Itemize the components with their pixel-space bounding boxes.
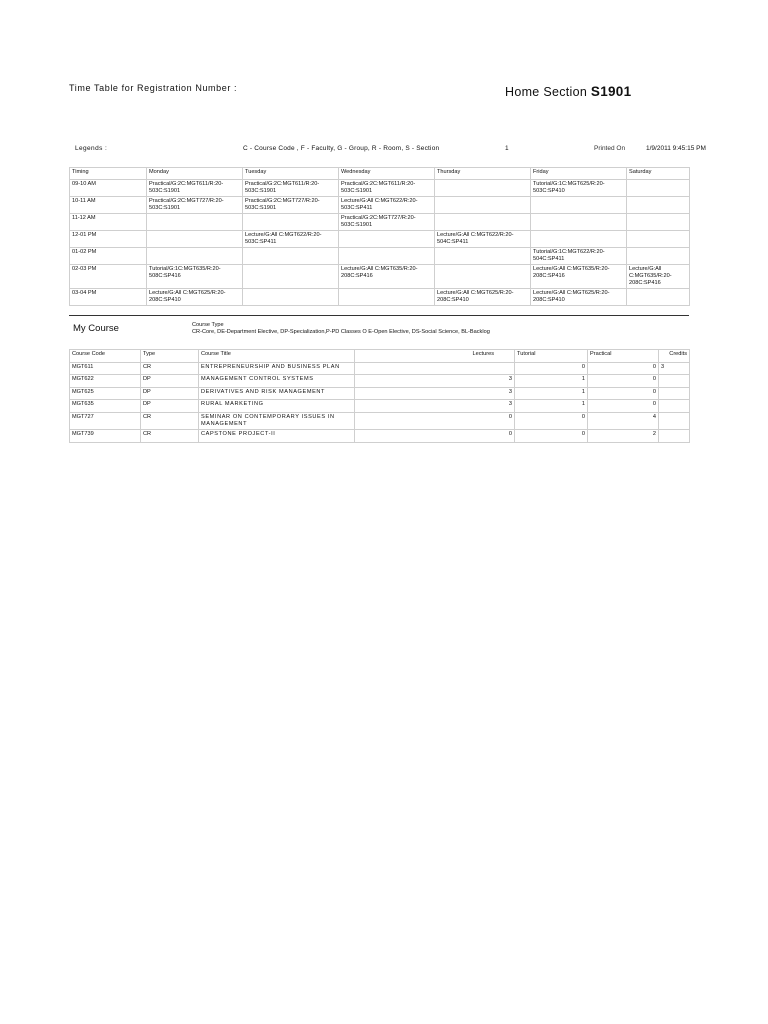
timetable-header: Monday: [147, 168, 243, 180]
timetable-cell: [147, 214, 243, 231]
timetable-header-row: [70, 168, 690, 180]
course-type-label: Course Type: [192, 322, 224, 328]
home-section-value: S1901: [590, 84, 632, 99]
timetable-cell: 11-12 AM: [70, 214, 147, 231]
legend-label: Legends :: [75, 145, 108, 152]
course-cell: DP: [141, 375, 199, 388]
course-cell: [355, 362, 515, 375]
course-cell: RURAL MARKETING: [199, 400, 355, 413]
timetable-cell: Tutorial/G:1C:MGT622/R:20-504C:SP411: [531, 248, 627, 265]
course-cell: [659, 375, 690, 388]
course-row: [70, 387, 690, 400]
course-type-legend: [192, 322, 490, 335]
course-cell: 0: [355, 412, 515, 429]
course-cell: ENTREPRENEURSHIP AND BUSINESS PLAN: [199, 362, 355, 375]
page-number: 1: [505, 145, 509, 152]
course-cell: MGT739: [70, 429, 141, 442]
course-cell: SEMINAR ON CONTEMPORARY ISSUES IN MANAGEMENT: [199, 412, 355, 429]
timetable-row: [70, 248, 690, 265]
course-cell: CR: [141, 429, 199, 442]
timetable-row: [70, 180, 690, 197]
home-section-label: Home Section: [505, 85, 588, 99]
course-cell: 1: [515, 400, 588, 413]
timetable-cell: [627, 214, 690, 231]
timetable-cell: [435, 265, 531, 289]
timetable-cell: 10-11 AM: [70, 197, 147, 214]
timetable-cell: [627, 289, 690, 306]
timetable-cell: [435, 248, 531, 265]
course-row: [70, 362, 690, 375]
timetable-cell: [339, 248, 435, 265]
timetable-cell: [627, 248, 690, 265]
course-cell: 0: [515, 412, 588, 429]
course-cell: 3: [355, 400, 515, 413]
course-header: Course Code: [70, 350, 141, 363]
course-header: Lectures: [355, 350, 515, 363]
timetable-cell: Practical/G:2C:MGT611/R:20-503C:S1901: [243, 180, 339, 197]
timetable-row: [70, 231, 690, 248]
timetable-cell: Practical/G:2C:MGT611/R:20-503C:S1901: [339, 180, 435, 197]
course-cell: 1: [515, 375, 588, 388]
course-cell: 0: [515, 362, 588, 375]
course-cell: MGT625: [70, 387, 141, 400]
timetable-cell: [627, 231, 690, 248]
timetable-cell: Lecture/G:All C:MGT635/R:20-208C:SP416: [531, 265, 627, 289]
timetable-cell: Lecture/G:All C:MGT635/R:20-208C:SP416: [339, 265, 435, 289]
timetable-cell: Lecture/G:All C:MGT625/R:20-208C:SP410: [435, 289, 531, 306]
course-cell: [659, 387, 690, 400]
timetable-header: Wednesday: [339, 168, 435, 180]
timetable-cell: Lecture/G:All C:MGT622/R:20-504C:SP411: [435, 231, 531, 248]
course-cell: [659, 429, 690, 442]
course-cell: 2: [588, 429, 659, 442]
course-header: Course Title: [199, 350, 355, 363]
course-cell: DP: [141, 387, 199, 400]
timetable-cell: Lecture/G:All C:MGT625/R:20-208C:SP410: [531, 289, 627, 306]
course-cell: 0: [588, 362, 659, 375]
timetable-cell: Lecture/G:All C:MGT635/R:20-208C:SP416: [627, 265, 690, 289]
timetable-cell: [243, 289, 339, 306]
timetable-cell: Tutorial/G:1C:MGT625/R:20-503C:SP410: [531, 180, 627, 197]
course-cell: CR: [141, 412, 199, 429]
timetable-cell: [147, 231, 243, 248]
course-cell: MANAGEMENT CONTROL SYSTEMS: [199, 375, 355, 388]
course-cell: [659, 400, 690, 413]
course-cell: DERIVATIVES AND RISK MANAGEMENT: [199, 387, 355, 400]
my-course-title: My Course: [73, 323, 119, 334]
timetable-cell: Lecture/G:All C:MGT622/R:20-503C:SP411: [243, 231, 339, 248]
course-cell: [659, 412, 690, 429]
timetable-cell: [243, 265, 339, 289]
timetable-cell: [531, 197, 627, 214]
course-header: Practical: [588, 350, 659, 363]
course-cell: CR: [141, 362, 199, 375]
course-header: Type: [141, 350, 199, 363]
timetable-cell: [531, 231, 627, 248]
course-cell: MGT635: [70, 400, 141, 413]
course-cell: MGT611: [70, 362, 141, 375]
course-header: Credits: [659, 350, 690, 363]
timetable-row: [70, 197, 690, 214]
timetable: [69, 167, 690, 306]
course-row: [70, 412, 690, 429]
course-cell: MGT727: [70, 412, 141, 429]
timetable-cell: [243, 248, 339, 265]
timetable-cell: 12-01 PM: [70, 231, 147, 248]
timetable-cell: [531, 214, 627, 231]
course-cell: 0: [588, 400, 659, 413]
timetable-cell: [243, 214, 339, 231]
home-section: [505, 84, 631, 99]
course-cell: MGT622: [70, 375, 141, 388]
timetable-cell: Practical/G:2C:MGT727/R:20-503C:S1901: [147, 197, 243, 214]
printed-on-label: Printed On: [594, 145, 626, 152]
timetable-cell: [147, 248, 243, 265]
timetable-header: Friday: [531, 168, 627, 180]
course-header-row: [70, 350, 690, 363]
course-cell: 3: [355, 387, 515, 400]
timetable-cell: Practical/G:2C:MGT727/R:20-503C:S1901: [339, 214, 435, 231]
course-row: [70, 375, 690, 388]
course-cell: 3: [659, 362, 690, 375]
timetable-cell: [435, 214, 531, 231]
timetable-cell: [339, 231, 435, 248]
timetable-cell: Lecture/G:All C:MGT622/R:20-503C:SP411: [339, 197, 435, 214]
course-cell: 3: [355, 375, 515, 388]
timetable-cell: Tutorial/G:1C:MGT635/R:20-508C:SP416: [147, 265, 243, 289]
timetable-header: Tuesday: [243, 168, 339, 180]
course-cell: 1: [515, 387, 588, 400]
course-row: [70, 429, 690, 442]
registration-title: Time Table for Registration Number :: [69, 83, 238, 93]
course-header: Tutorial: [515, 350, 588, 363]
timetable-cell: [627, 180, 690, 197]
timetable-cell: [435, 197, 531, 214]
course-cell: 4: [588, 412, 659, 429]
timetable-row: [70, 265, 690, 289]
timetable-header: Saturday: [627, 168, 690, 180]
timetable-row: [70, 214, 690, 231]
timetable-cell: 02-03 PM: [70, 265, 147, 289]
printed-on-value: 1/9/2011 9:45:15 PM: [646, 145, 706, 152]
timetable-header: Thursday: [435, 168, 531, 180]
timetable-row: [70, 289, 690, 306]
course-cell: DP: [141, 400, 199, 413]
timetable-cell: 09-10 AM: [70, 180, 147, 197]
course-cell: 0: [588, 375, 659, 388]
timetable-header: Timing: [70, 168, 147, 180]
section-divider: [69, 315, 689, 316]
course-cell: 0: [588, 387, 659, 400]
course-cell: CAPSTONE PROJECT-II: [199, 429, 355, 442]
timetable-cell: Practical/G:2C:MGT611/R:20-503C:S1901: [147, 180, 243, 197]
timetable-cell: 03-04 PM: [70, 289, 147, 306]
course-cell: 0: [515, 429, 588, 442]
legend-text: C - Course Code , F - Faculty, G - Group, R - Room, S - Section: [243, 145, 440, 152]
course-row: [70, 400, 690, 413]
timetable-cell: [627, 197, 690, 214]
timetable-cell: Practical/G:2C:MGT727/R:20-503C:S1901: [243, 197, 339, 214]
course-cell: 0: [355, 429, 515, 442]
course-table: [69, 349, 690, 443]
timetable-cell: [339, 289, 435, 306]
timetable-cell: Lecture/G:All C:MGT625/R:20-208C:SP410: [147, 289, 243, 306]
timetable-cell: 01-02 PM: [70, 248, 147, 265]
timetable-cell: [435, 180, 531, 197]
course-type-text: CR-Core, DE-Department Elective, DP-Specialization,P-PD Classes O E-Open Elective, DS-Social Science, BL-Backlog: [192, 328, 490, 335]
